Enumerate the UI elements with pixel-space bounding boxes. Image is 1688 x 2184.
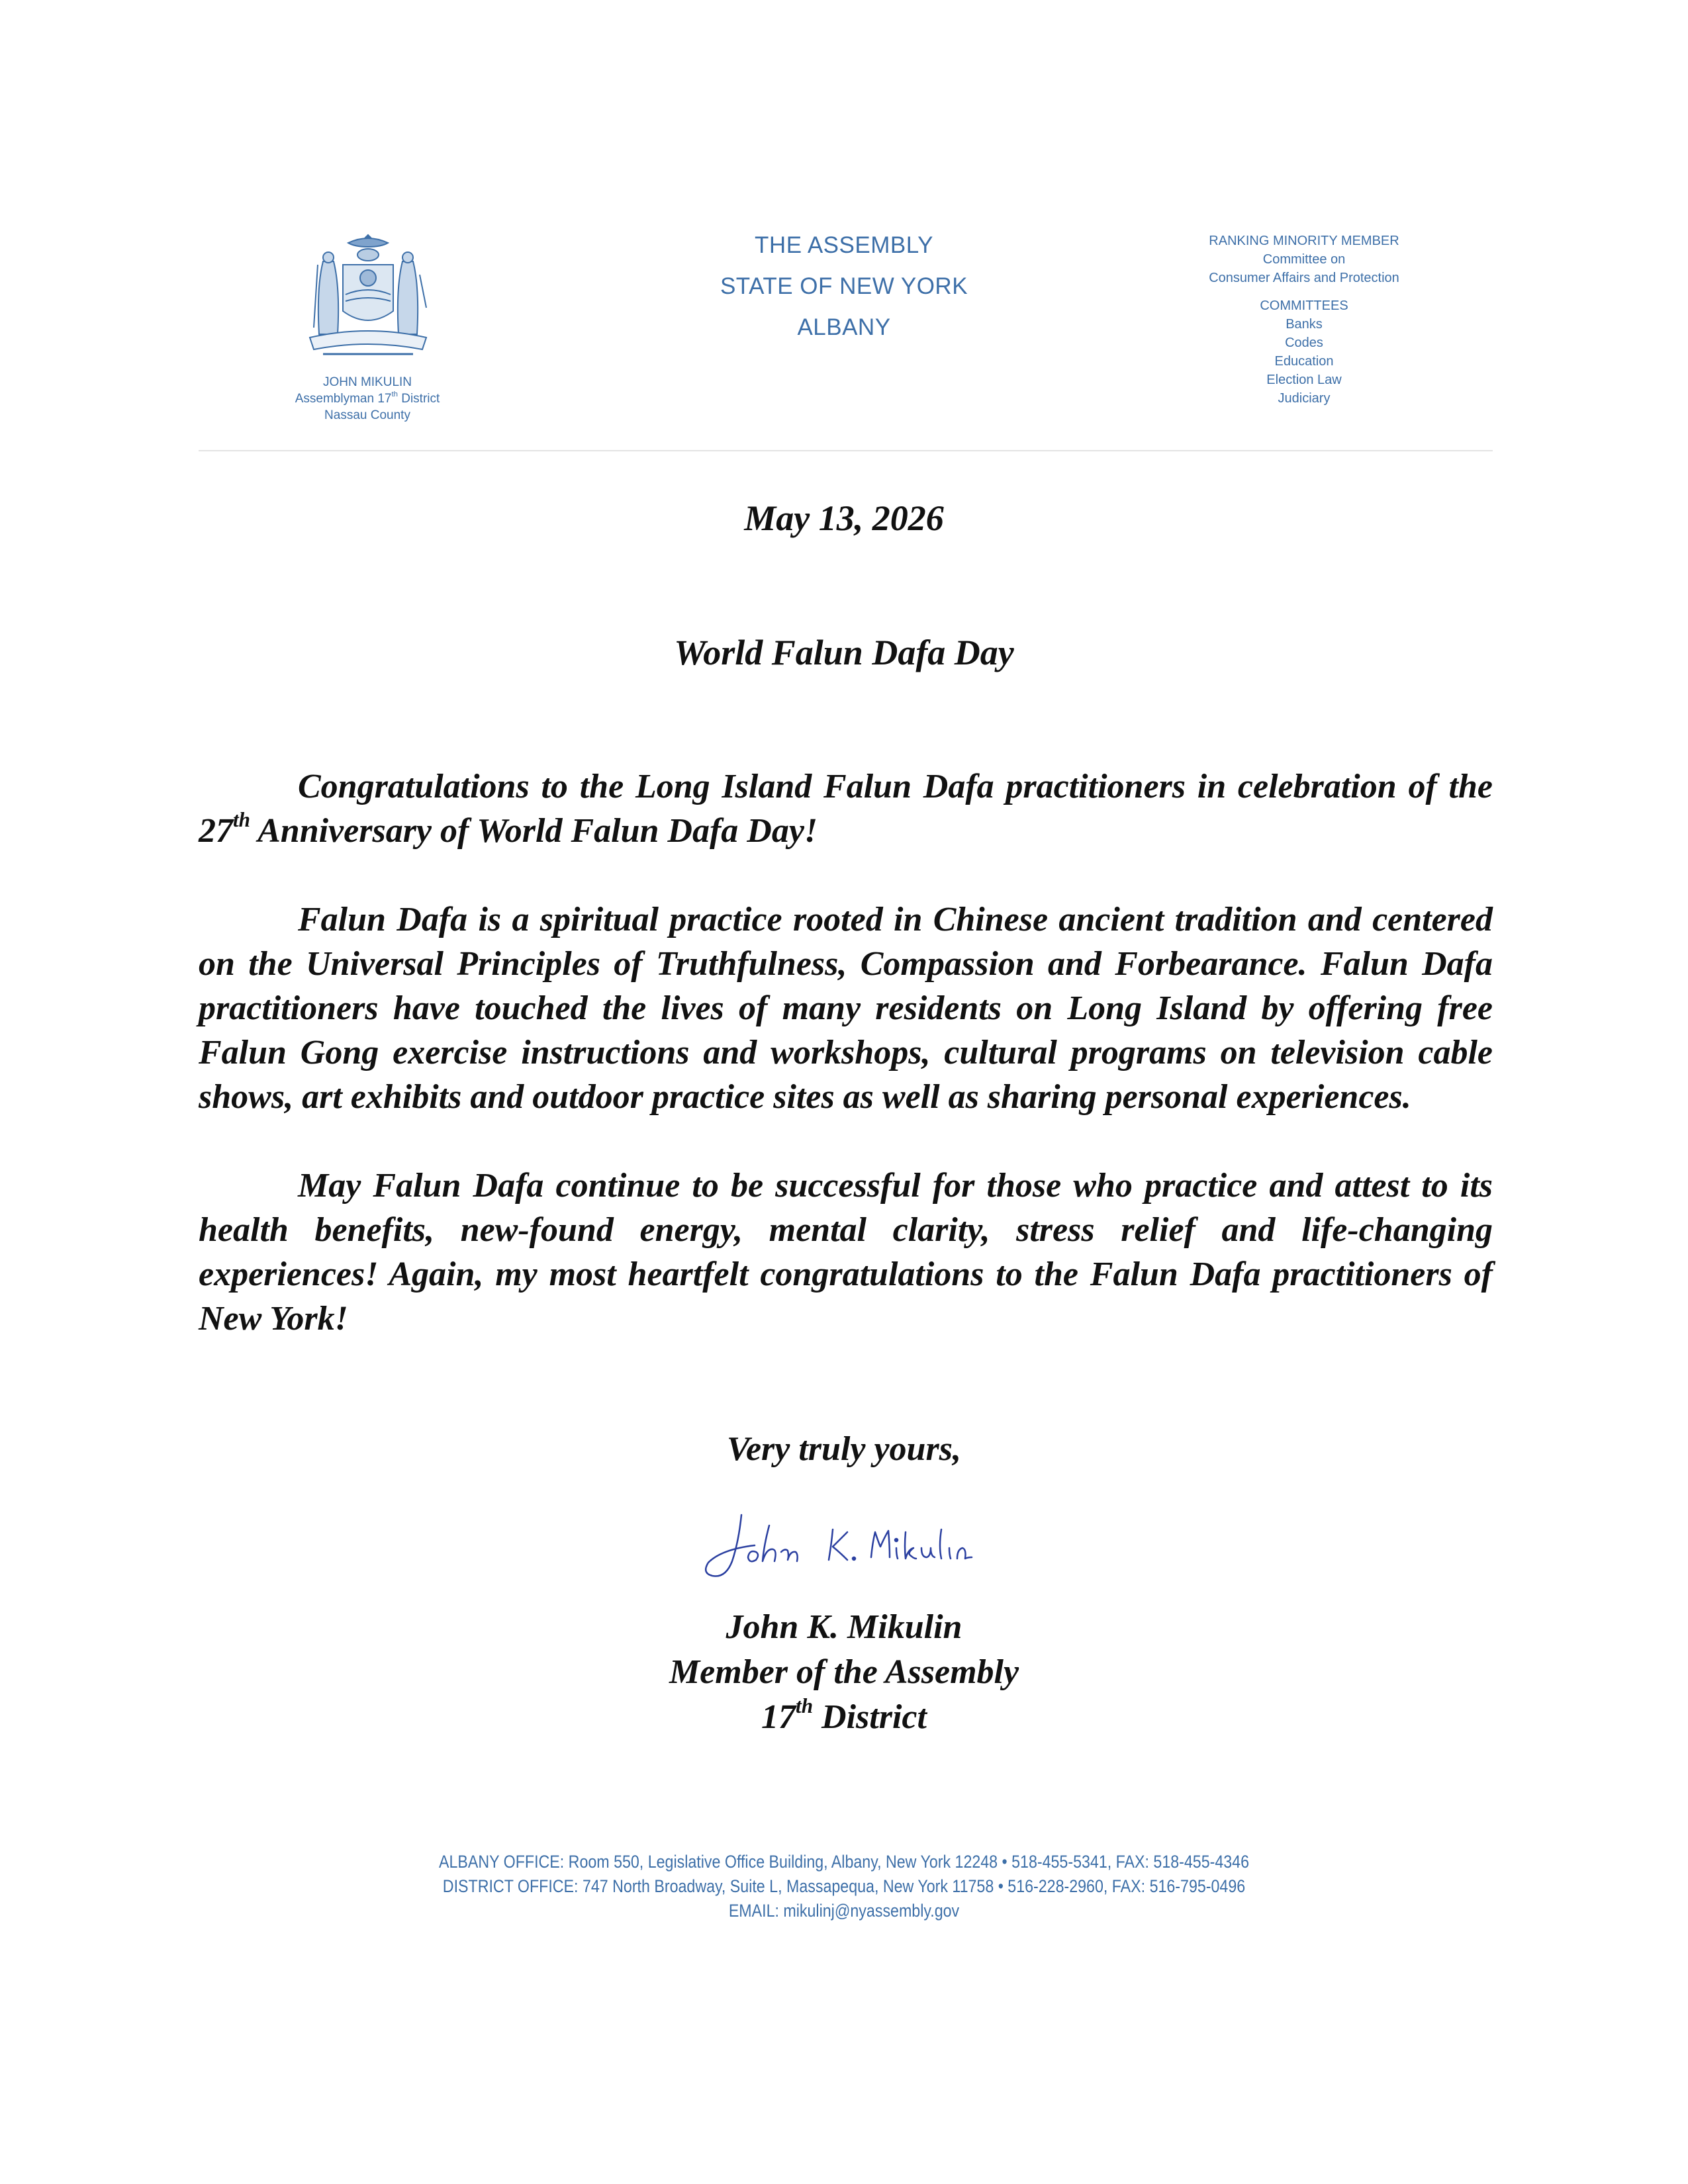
district-office: DISTRICT OFFICE: 747 North Broadway, Suite L, Massapequa, New York 11758 • 516-228-2960, FAX: 516-795-0496 — [442, 1876, 1246, 1896]
paragraph-3: May Falun Dafa continue to be successful for those who practice and attest to its health benefits, new-found energy, mental clarity, stress relief and life-changing experiences! Again, my most heartfelt congratulations to the Falun Dafa practitioners of New York! — [199, 1167, 1493, 1338]
member-title: Assemblyman 17th District — [295, 390, 440, 406]
letter-date: May 13, 2026 — [744, 498, 944, 538]
signer-district: 17th District — [761, 1694, 927, 1736]
paragraph-2: Falun Dafa is a spiritual practice rooted in Chinese ancient tradition and centered on the Universal Principles of Truthfulness, Compassion and Forbearance. Falun Dafa practitioners have touched the lives of many residents on Long Island by offering free Falun Gong exercise instructions and workshops, cultural programs on television cable shows, art exhibits and outdoor practice sites as well as sharing personal experiences. — [199, 901, 1493, 1116]
new-york-state-seal-icon — [297, 228, 440, 364]
committee-item: Codes — [1285, 336, 1323, 350]
letter-closing: Very truly yours, — [727, 1430, 961, 1468]
signer-title: Member of the Assembly — [669, 1653, 1019, 1691]
committees-heading: COMMITTEES — [1260, 298, 1348, 313]
assembly-line-2: STATE OF NEW YORK — [720, 273, 968, 299]
member-county: Nassau County — [324, 408, 410, 422]
committee-item: Education — [1274, 354, 1334, 369]
email-address: EMAIL: mikulinj@nyassembly.gov — [728, 1901, 960, 1921]
committee-role: RANKING MINORITY MEMBER — [1209, 234, 1399, 248]
assembly-heading — [662, 225, 1026, 348]
paragraph-1: Congratulations to the Long Island Falun Dafa practitioners in celebration of the 27th Anniversary of World Falun Dafa Day! — [199, 768, 1493, 850]
letter-footer — [0, 1850, 1688, 1923]
letter-body — [199, 764, 1493, 1385]
assembly-line-1: THE ASSEMBLY — [755, 232, 933, 258]
committee-item: Banks — [1286, 317, 1323, 332]
signature-image — [695, 1506, 1006, 1585]
member-info — [252, 374, 483, 424]
assembly-line-3: ALBANY — [797, 314, 891, 340]
signer-name: John K. Mikulin — [726, 1608, 962, 1646]
albany-office: ALBANY OFFICE: Room 550, Legislative Office Building, Albany, New York 12248 • 518-455-5341, FAX: 518-455-4346 — [438, 1852, 1250, 1872]
signer-block — [0, 1605, 1688, 1740]
committee-line-2: Consumer Affairs and Protection — [1209, 271, 1399, 285]
committee-line-1: Committee on — [1262, 252, 1346, 267]
member-name: JOHN MIKULIN — [322, 375, 412, 389]
committee-item: Election Law — [1266, 373, 1342, 387]
committee-info — [1162, 232, 1446, 408]
letterhead-divider — [199, 450, 1493, 451]
committee-item: Judiciary — [1278, 391, 1331, 406]
letter-occasion: World Falun Dafa Day — [674, 633, 1014, 672]
